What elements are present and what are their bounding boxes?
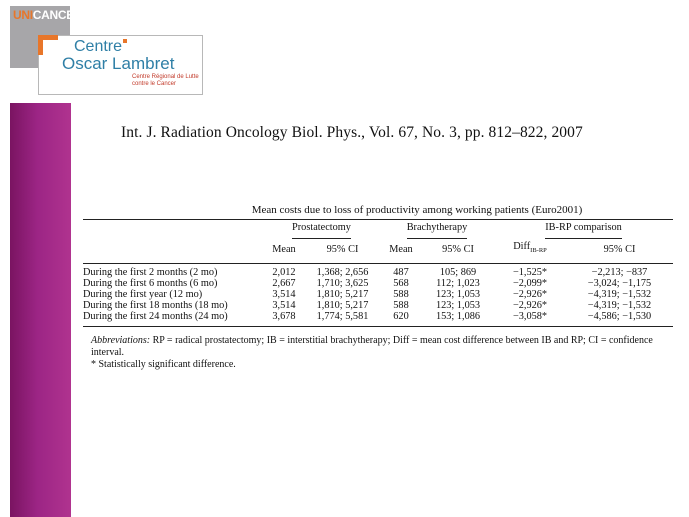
table-row: During the first 2 months (2 mo) 2,012 1,368; 2,656 487 105; 869 −1,525* −2,213; −837: [83, 267, 648, 278]
cost-table-section: [83, 204, 673, 371]
subheader-diff: Diff$_{IB-RP}$: [513, 241, 547, 255]
table-body: [83, 267, 673, 322]
logo-dot-icon: [123, 39, 127, 43]
unicancer-uni: UNI: [13, 8, 33, 22]
unicancer-cancer: CANCER: [32, 8, 83, 22]
group-prostatectomy: Prostatectomy: [292, 222, 351, 239]
subheader-ci: 95% CI: [326, 243, 359, 255]
cost-table: [83, 220, 673, 322]
table-row: During the first 6 months (6 mo) 2,667 1,710; 3,625 568 112; 1,023 −2,099* −3,024; −1,175: [83, 278, 652, 289]
table-notes: [83, 335, 673, 371]
table-row: During the first 18 months (18 mo) 3,514 1,810; 5,217 588 123; 1,053 −2,926* −4,319; −1,532: [83, 300, 652, 311]
logo-name-line2: Oscar Lambret: [62, 54, 175, 73]
subheader-mean: Mean: [272, 243, 296, 255]
subheader-ci: 95% CI: [442, 243, 474, 255]
logo-tagline-1: Centre Régional de Lutte: [132, 74, 199, 80]
subheader-mean: Mean: [389, 243, 413, 255]
logo-corner-mark-icon: [38, 35, 58, 55]
table-row: During the first year (12 mo) 3,514 1,810; 5,217 588 123; 1,053 −2,926* −4,319; −1,532: [83, 289, 652, 300]
group-header-row: [83, 220, 673, 240]
significance-footnote: * Statistically significant difference.: [91, 359, 236, 370]
logo-name-line1: Centre: [74, 39, 127, 55]
unicancer-logo: [13, 8, 82, 22]
logo-tagline-2: contre le Cancer: [132, 81, 177, 87]
journal-reference: Int. J. Radiation Oncology Biol. Phys., Vol. 67, No. 3, pp. 812–822, 2007: [121, 124, 583, 141]
group-ib-rp-comparison: IB-RP comparison: [545, 222, 622, 239]
table-caption: Mean costs due to loss of productivity among working patients (Euro2001): [251, 204, 583, 216]
group-brachytherapy: Brachytherapy: [407, 222, 468, 239]
sub-header-row: [83, 240, 673, 258]
bottom-rule: [83, 326, 673, 327]
abbreviations-note: Abbreviations: RP = radical prostatectomy; IB = interstitial brachytherapy; Diff = mean cost difference between IB and RP; CI = confidence interval.: [91, 335, 653, 358]
side-band: [10, 103, 71, 517]
subheader-ci: 95% CI: [603, 243, 636, 255]
table-row: During the first 24 months (24 mo) 3,678 1,774; 5,581 620 153; 1,086 −3,058* −4,586; −1,530: [83, 311, 652, 322]
